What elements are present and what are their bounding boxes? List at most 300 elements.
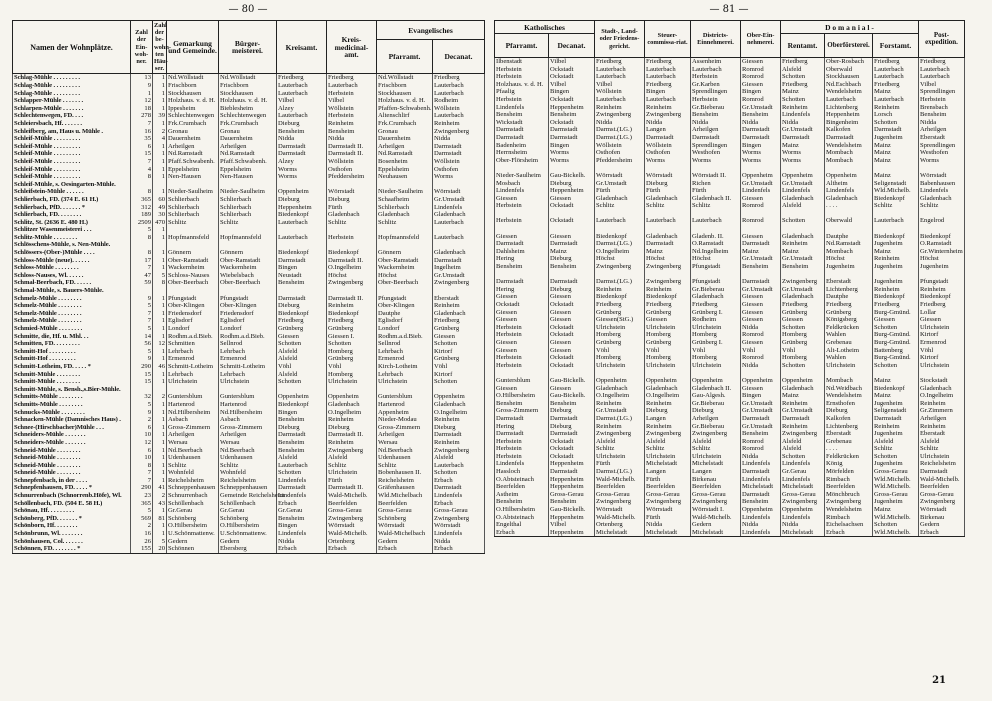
table-cell: Darmstadt II. [327, 150, 377, 158]
table-cell: Vöhl [741, 347, 781, 355]
table-cell: Gross-Gerau [549, 491, 595, 499]
table-cell: Appenheim [377, 409, 433, 417]
table-cell: 5 [131, 325, 153, 333]
table-cell: Giessen [495, 339, 549, 347]
table-cell: Darmstadt [495, 240, 549, 248]
table-cell: Ockstadt [549, 354, 595, 362]
table-row [495, 498, 965, 506]
table-cell: Oppenheim [781, 172, 825, 180]
table-row [495, 331, 965, 339]
table-cell: 5 [153, 538, 167, 546]
table-cell: Friedberg [645, 58, 691, 66]
table-cell: Ulrichstein [825, 362, 873, 370]
table-cell: Herbstein [327, 234, 377, 242]
table-cell: 5 [131, 401, 153, 409]
table-cell: 9 [131, 295, 153, 303]
table-cell: Gladenbach [327, 211, 377, 219]
table-row [13, 264, 485, 272]
table-cell: 9 [131, 355, 153, 363]
table-row [495, 142, 965, 150]
table-cell: Bensheim [691, 111, 741, 119]
table-row [495, 377, 965, 385]
table-cell: Mönchbruch [825, 491, 873, 499]
table-cell: Ober-Ramstadt [167, 257, 219, 265]
table-cell [919, 164, 965, 172]
table-cell: Fürth [327, 477, 377, 485]
table-row [13, 477, 485, 485]
table-cell: Ockstadt [549, 453, 595, 461]
table-cell: Darmst.(LG.) [595, 415, 645, 423]
table-cell: Lindenfels [781, 187, 825, 195]
table-cell: 1 [153, 530, 167, 538]
table-row [13, 279, 485, 287]
table-cell: Schlechtenwegen [219, 112, 277, 120]
table-cell: Bensheim [741, 498, 781, 506]
table-cell [645, 369, 691, 377]
table-cell: Grünberg [433, 355, 485, 363]
table-cell: Fürth [595, 187, 645, 195]
table-cell: Ockstadt [549, 362, 595, 370]
table-cell: Bingen [277, 522, 327, 530]
table-cell: Schlitz, St. (2636 E. 480 H.) [13, 219, 131, 227]
table-cell: Bingen [741, 392, 781, 400]
table-cell: Schönbrunn, Wl. . . . . . . . [13, 530, 131, 538]
table-cell: Holzhaus. v. d. H. [495, 81, 549, 89]
table-cell: Zwingenberg [595, 111, 645, 119]
table-cell: Birkenau [691, 476, 741, 484]
table-cell: Gross-Zimmern [495, 407, 549, 415]
table-row [495, 278, 965, 286]
table-cell: 7 [131, 477, 153, 485]
table-row [13, 424, 485, 432]
table-row [495, 483, 965, 491]
table-cell: Schmitt-Lotheim, FD. . . . . * [13, 363, 131, 371]
table-cell: Schmitten [167, 340, 219, 348]
table-cell: Lauterbach [691, 217, 741, 225]
table-cell: O.Ramstadt [919, 240, 965, 248]
table-cell: Ulrichstein [645, 453, 691, 461]
table-cell: Ippesheim [167, 105, 219, 113]
table-cell [433, 287, 485, 295]
table-cell: Wald-Michelb. [595, 514, 645, 522]
table-cell: Romrod [741, 331, 781, 339]
table-cell: Gladenb. II. [691, 233, 741, 241]
table-row [495, 453, 965, 461]
table-cell: Biedenkopf [277, 401, 327, 409]
table-cell: 1 [153, 257, 167, 265]
table-cell: Gladenbach [781, 195, 825, 203]
table-cell: Alsfeld [781, 438, 825, 446]
table-cell: Wörrstadt [595, 172, 645, 180]
table-cell: Oppenheim [741, 506, 781, 514]
table-cell: Alsfeld [873, 438, 919, 446]
table-cell: Darmstadt [645, 134, 691, 142]
table-cell: 1 [153, 431, 167, 439]
table-cell: Biedenkopf [595, 233, 645, 241]
table-cell: Schlierbach [219, 211, 277, 219]
col-header-kath-pfarramt: Pfarramt. [495, 34, 549, 58]
table-cell: Schotten [873, 453, 919, 461]
table-cell [781, 225, 825, 233]
table-cell: Vöhl [781, 347, 825, 355]
table-cell: Gladenbach [781, 385, 825, 393]
table-cell: Reinheim [873, 104, 919, 112]
table-cell: Heppenheim [549, 104, 595, 112]
table-row [13, 82, 485, 90]
table-cell: Friedberg [327, 317, 377, 325]
table-cell: Zwingenberg [645, 278, 691, 286]
table-cell: Rimbach [825, 514, 873, 522]
table-cell: Bingen [741, 88, 781, 96]
table-cell: Darmstadt [781, 415, 825, 423]
table-cell: 569 [131, 515, 153, 523]
table-cell: Darmstadt [825, 134, 873, 142]
table-cell: Darmstadt [277, 431, 327, 439]
table-row [495, 164, 965, 172]
table-cell: Schlarpen-Mühle . . . . . . . [13, 105, 131, 113]
table-cell: Homberg [645, 354, 691, 362]
col-header-gemarkung: Gemarkung und Gemeinde. [167, 21, 219, 74]
table-cell: Herbstein [495, 66, 549, 74]
table-cell: Erbach [495, 529, 549, 537]
table-cell: Wendelsheim [825, 506, 873, 514]
table-cell: Schönberg [377, 515, 433, 523]
table-cell: Ockstadt [549, 445, 595, 453]
table-row [495, 324, 965, 332]
table-cell: Schmitte, die, Hf. u. Mhl. . . [13, 333, 131, 341]
table-cell: Fürth [327, 204, 377, 212]
table-cell: Romrod [741, 438, 781, 446]
table-cell: Erbach [433, 545, 485, 553]
table-cell: Schotten [433, 469, 485, 477]
table-cell: Biedenkopf [919, 293, 965, 301]
table-cell: Darmstadt [433, 150, 485, 158]
table-cell: Schotten [781, 324, 825, 332]
table-cell [595, 271, 645, 279]
table-cell: Wald-Michelb. [691, 514, 741, 522]
table-cell: Gau-Bickelh. [549, 377, 595, 385]
table-cell: O.Hilbersheim [495, 506, 549, 514]
table-cell: Eberstadt [919, 134, 965, 142]
table-cell [277, 241, 327, 249]
table-cell: Gladenbach II. [691, 385, 741, 393]
table-cell: Kirtorf [919, 354, 965, 362]
table-cell: Lorsch [873, 111, 919, 119]
table-cell: Arheilgen [219, 431, 277, 439]
table-cell: Schönberg [167, 515, 219, 523]
table-cell: Gedern [219, 538, 277, 546]
table-cell: Gronau [219, 128, 277, 136]
table-cell: Gau-Bickelh. [549, 172, 595, 180]
table-cell: Bensheim [277, 447, 327, 455]
table-cell: Schleif-Mühle . . . . . . . . . [13, 143, 131, 151]
col-header-katholisches: Katholisches [495, 21, 595, 34]
table-cell: Jugenheim [873, 498, 919, 506]
table-cell: Jugenheim [873, 430, 919, 438]
table-cell: Frk.Crumbach [377, 120, 433, 128]
table-cell: 278 [131, 112, 153, 120]
table-cell: Worms [691, 157, 741, 165]
table-cell: Lindenfels [433, 204, 485, 212]
table-cell: Lauterbach [433, 234, 485, 242]
table-cell: Jugenheim [873, 460, 919, 468]
table-cell: Darmstadt [549, 240, 595, 248]
table-row [13, 158, 485, 166]
col-header-kreisamt: Kreisamt. [277, 21, 327, 74]
table-cell: 2 [153, 393, 167, 401]
table-cell: Oberwald [825, 66, 873, 74]
table-cell: Osthofen [327, 166, 377, 174]
table-cell: Schmitt-Mühle . . . . . . . . [13, 378, 131, 386]
table-cell: Grünberg [595, 339, 645, 347]
table-cell: Seligenstadt [873, 407, 919, 415]
table-cell: Vöhl [277, 363, 327, 371]
table-cell: Eglisdorf [167, 317, 219, 325]
table-cell: Schotten [433, 340, 485, 348]
table-cell: Wld.Michelbach [377, 492, 433, 500]
table-cell: Seligenstadt [873, 180, 919, 188]
table-cell: Biedenkopf [873, 293, 919, 301]
table-cell: 5 [131, 507, 153, 515]
table-cell: Gedern [167, 538, 219, 546]
table-cell: Gedern [691, 521, 741, 529]
table-cell: Lauterbach [645, 217, 691, 225]
table-row [13, 241, 485, 249]
table-cell [327, 241, 377, 249]
table-cell: Gross-Gerau [645, 491, 691, 499]
table-cell: Schotten [781, 96, 825, 104]
table-cell: Lindenfels [781, 460, 825, 468]
table-cell: Herbstein [691, 96, 741, 104]
table-cell: Alsfeld [277, 355, 327, 363]
table-cell [277, 287, 327, 295]
col-header-post: Post-expedition. [919, 21, 965, 58]
table-cell [825, 369, 873, 377]
table-row [495, 202, 965, 210]
table-cell: Pfungstadt [167, 295, 219, 303]
table-cell: Biedenkopf [327, 249, 377, 257]
table-cell: Herbstein [495, 362, 549, 370]
table-cell: Gr.Umstadt [433, 196, 485, 204]
table-cell: Bensheim [495, 111, 549, 119]
table-cell: Ermenrod [377, 355, 433, 363]
table-cell: Lindenfels [741, 514, 781, 522]
table-cell: Gross-Zimmern [219, 424, 277, 432]
table-cell: Lehrbach [219, 371, 277, 379]
table-cell: Romrod [741, 96, 781, 104]
table-row [13, 492, 485, 500]
table-cell: Worms [781, 157, 825, 165]
table-cell: Darmstadt [277, 150, 327, 158]
table-cell: Ulrichstein [645, 362, 691, 370]
table-cell: Gr.Zimmern [919, 407, 965, 415]
table-cell: Höchst [691, 255, 741, 263]
table-cell: Giessen [781, 316, 825, 324]
table-cell: Eglisdorf [219, 317, 277, 325]
table-cell: Arheilgen [377, 431, 433, 439]
table-cell: Michelstadt [595, 529, 645, 537]
table-cell: O.Abtsteinach [495, 514, 549, 522]
table-cell [919, 225, 965, 233]
table-cell: Lehrbach [377, 348, 433, 356]
table-cell: Mainz [873, 149, 919, 157]
table-cell: Friedberg [433, 74, 485, 82]
table-cell: Engelthal [495, 521, 549, 529]
table-cell: Wld.Michelb. [873, 483, 919, 491]
table-row [495, 316, 965, 324]
table-cell: Bensheim [781, 263, 825, 271]
table-cell: Vilbel [549, 58, 595, 66]
table-cell: Alsfeld [277, 454, 327, 462]
table-cell: Schleif-Mühle . . . . . . . . . [13, 158, 131, 166]
table-cell: Friedberg [433, 317, 485, 325]
table-cell: Dieburg [327, 196, 377, 204]
table-row [495, 347, 965, 355]
table-row [13, 363, 485, 371]
table-cell: O.Ingelheim [327, 264, 377, 272]
table-cell: Wendelsheim [825, 392, 873, 400]
table-cell: Holzhaus. v. d. H. [167, 97, 219, 105]
table-row [13, 295, 485, 303]
table-cell: Dieburg [691, 407, 741, 415]
table-cell [167, 241, 219, 249]
table-cell: Schlechtenwegen [167, 112, 219, 120]
table-cell: Schleifberg, am, Haus u. Mühle . [13, 128, 131, 136]
table-row [13, 97, 485, 105]
table-cell: Fürth [595, 460, 645, 468]
table-cell: Gronau [167, 128, 219, 136]
table-cell: 1 [153, 416, 167, 424]
table-cell: Erbach [277, 545, 327, 553]
table-cell: Reinheim [919, 400, 965, 408]
table-cell: Wörrstadt I. [691, 506, 741, 514]
table-cell: Bensheim [495, 263, 549, 271]
table-cell [153, 241, 167, 249]
table-cell: Giessen [741, 195, 781, 203]
table-cell: Guntersblum [219, 393, 277, 401]
col-header-inhabitants: Zahl der Ein-woh-ner. [131, 21, 153, 74]
table-cell: Darmstadt [277, 295, 327, 303]
table-cell: Lauterbach [327, 82, 377, 90]
table-cell: Schlierbach, FD. . . . . . . . [13, 211, 131, 219]
table-cell: Ulrichstein [691, 453, 741, 461]
table-row [13, 538, 485, 546]
table-cell [167, 287, 219, 295]
table-cell: Ockstadt [549, 438, 595, 446]
table-cell: Stockhausen [219, 90, 277, 98]
table-cell: Schmitt-Lotheim [167, 363, 219, 371]
table-cell: 1 [153, 325, 167, 333]
table-cell [327, 287, 377, 295]
table-cell: Michelstadt [781, 529, 825, 537]
table-cell: Oppenheim [781, 506, 825, 514]
table-cell: Gronau [377, 128, 433, 136]
table-cell: Darmstadt II. [327, 257, 377, 265]
table-cell: Friedberg [277, 74, 327, 82]
table-cell: Schöllenbach [167, 500, 219, 508]
table-cell: Wörrstadt [327, 522, 377, 530]
col-header-gericht: Stadt-, Land- oder Friedens-gericht. [595, 21, 645, 58]
table-cell: Dauernheim [167, 135, 219, 143]
table-cell: Giessen [741, 339, 781, 347]
table-cell: Grebenau [825, 438, 873, 446]
table-cell: Darmstadt [741, 240, 781, 248]
table-cell: Ockstadt [549, 119, 595, 127]
table-cell: Biedenkopf [277, 310, 327, 318]
table-cell: 1 [153, 234, 167, 242]
table-cell: Zwingenberg [433, 128, 485, 136]
table-cell: Schlapper-Mühle . . . . . . . [13, 97, 131, 105]
col-header-rentamt: Rentamt. [781, 34, 825, 58]
table-cell: 6 [131, 143, 153, 151]
table-cell: Lindenfels [741, 476, 781, 484]
table-cell: Wöllstein [433, 158, 485, 166]
table-cell: Burg-Gmünd. [873, 339, 919, 347]
table-cell: 26 [131, 538, 153, 546]
table-cell: Asbach [167, 416, 219, 424]
table-cell: Gr.Gerau [781, 468, 825, 476]
table-cell: Gross-Gerau [377, 507, 433, 515]
table-cell: Ulrichstein [645, 324, 691, 332]
table-row [495, 126, 965, 134]
table-cell: Sellnrod [377, 340, 433, 348]
table-cell: Nieder-Saulheim [377, 188, 433, 196]
table-cell: Alsfeld [277, 371, 327, 379]
table-cell: Schotten [277, 469, 327, 477]
table-cell: Lauterbach [433, 219, 485, 227]
table-cell: Reinheim [781, 400, 825, 408]
table-cell: Schönberg [219, 515, 277, 523]
table-cell [645, 164, 691, 172]
table-cell: Bieblesheim [219, 105, 277, 113]
table-cell: Oppenheim [327, 393, 377, 401]
table-cell: Reichelsheim [219, 477, 277, 485]
table-cell: Darmstadt [277, 484, 327, 492]
table-cell [873, 369, 919, 377]
table-cell: Gr.Umstadt [741, 180, 781, 188]
table-cell: Michelstadt [741, 483, 781, 491]
table-cell: Ockstadt [549, 96, 595, 104]
table-cell: Darmstadt [433, 484, 485, 492]
table-cell: Dieburg [549, 286, 595, 294]
table-cell: Ulrichstein [919, 362, 965, 370]
table-cell: Wld.Michelb. [873, 514, 919, 522]
table-row [13, 105, 485, 113]
table-row [495, 248, 965, 256]
table-cell: Bensheim [549, 111, 595, 119]
table-cell [327, 386, 377, 394]
table-cell: Gladenbach [433, 310, 485, 318]
table-cell: Schloss-Mühle (neue). . . . . . [13, 257, 131, 265]
table-cell: Ober-Beerbach [219, 279, 277, 287]
table-cell: Dieburg [549, 180, 595, 188]
table-row [13, 454, 485, 462]
table-cell: Lindenfels [741, 460, 781, 468]
table-row [13, 507, 485, 515]
table-cell: Wohnfeld [219, 469, 277, 477]
table-cell: Londorf [377, 325, 433, 333]
table-cell: 7 [131, 158, 153, 166]
table-cell: Bensheim [277, 416, 327, 424]
col-header-houses: Zahl der be-wohn-ten Häu-ser. [154, 22, 172, 73]
table-cell: Wörrstadt [433, 522, 485, 530]
table-cell: Wöllstein [327, 158, 377, 166]
table-cell: Darmstadt [691, 134, 741, 142]
table-cell: Wörrstadt II. [691, 172, 741, 180]
table-cell: Höchst [595, 255, 645, 263]
table-cell: Oppenheim [825, 172, 873, 180]
table-cell: Herrnsheim [495, 149, 549, 157]
